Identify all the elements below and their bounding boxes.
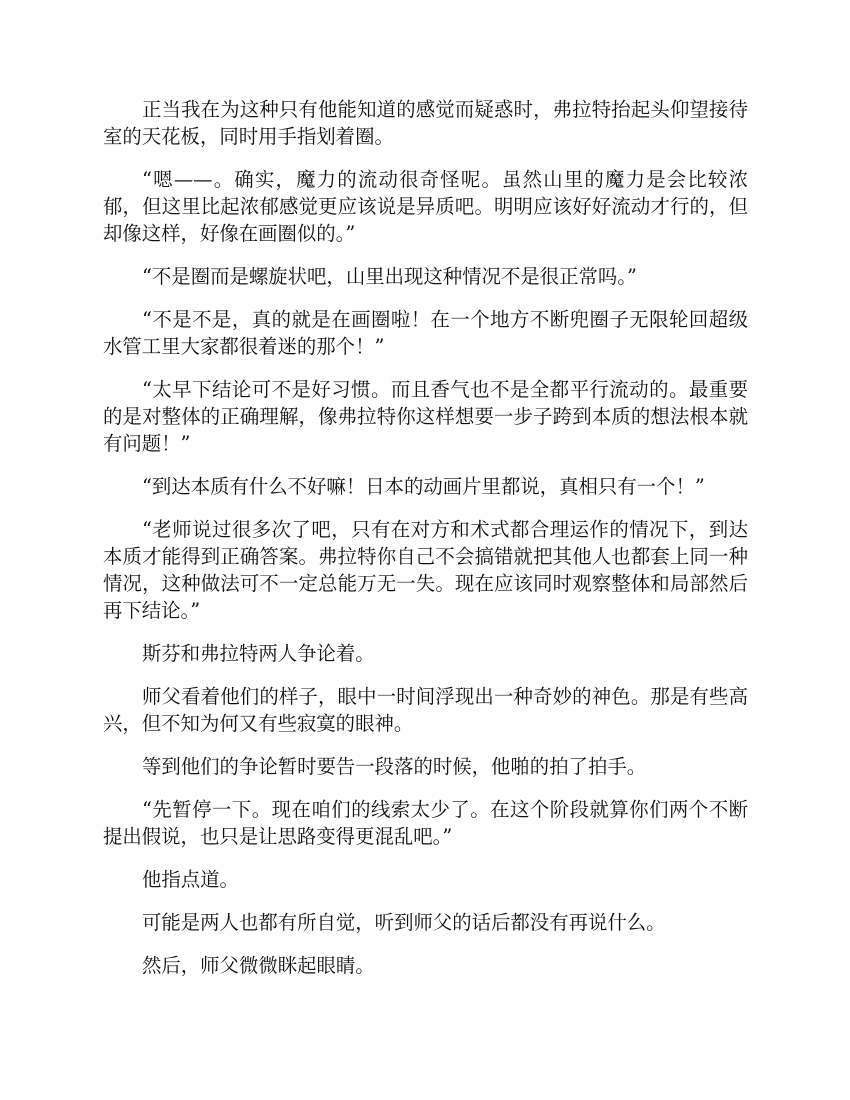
paragraph: 正当我在为这种只有他能知道的感觉而疑惑时，弗拉特抬起头仰望接待室的天花板，同时用手指划着圈。 bbox=[103, 98, 748, 148]
paragraph: “到达本质有什么不好嘛！日本的动画片里都说，真相只有一个！” bbox=[142, 475, 705, 498]
paragraph: “嗯——。确实，魔力的流动很奇怪呢。虽然山里的魔力是会比较浓郁，但这里比起浓郁感觉更应该说是异质吧。明明应该好好流动才行的，但却像这样，好像在画圈似的。” bbox=[103, 168, 748, 245]
paragraph: 他指点道。 bbox=[142, 868, 239, 891]
paragraph: 等到他们的争论暂时要告一段落的时候，他啪的拍了拍手。 bbox=[142, 755, 647, 778]
paragraph: 斯芬和弗拉特两人争论着。 bbox=[142, 642, 375, 665]
paragraph: “不是不是，真的就是在画圈啦！在一个地方不断兜圈子无限轮回超级水管工里大家都很着迷的那个！” bbox=[103, 308, 748, 358]
paragraph: “先暂停一下。现在咱们的线索太少了。在这个阶段就算你们两个不断提出假说，也只是让思路变得更混乱吧。” bbox=[103, 798, 748, 848]
paragraph: 师父看着他们的样子，眼中一时间浮现出一种奇妙的神色。那是有些高兴，但不知为何又有些寂寞的眼神。 bbox=[103, 685, 748, 735]
paragraph: “老师说过很多次了吧，只有在对方和术式都合理运作的情况下，到达本质才能得到正确答案。弗拉特你自己不会搞错就把其他人也都套上同一种情况，这种做法可不一定总能万无一失。现在应该同时观察整体和局部然后再下结论。” bbox=[103, 518, 748, 622]
paragraph: 然后，师父微微眯起眼睛。 bbox=[142, 954, 375, 977]
paragraph: “太早下结论可不是好习惯。而且香气也不是全都平行流动的。最重要的是对整体的正确理解，像弗拉特你这样想要一步子跨到本质的想法根本就有问题！” bbox=[103, 378, 748, 455]
paragraph: “不是圈而是螺旋状吧，山里出现这种情况不是很正常吗。” bbox=[142, 265, 637, 288]
paragraph: 可能是两人也都有所自觉，听到师父的话后都没有再说什么。 bbox=[142, 911, 666, 934]
document-body bbox=[103, 96, 748, 995]
